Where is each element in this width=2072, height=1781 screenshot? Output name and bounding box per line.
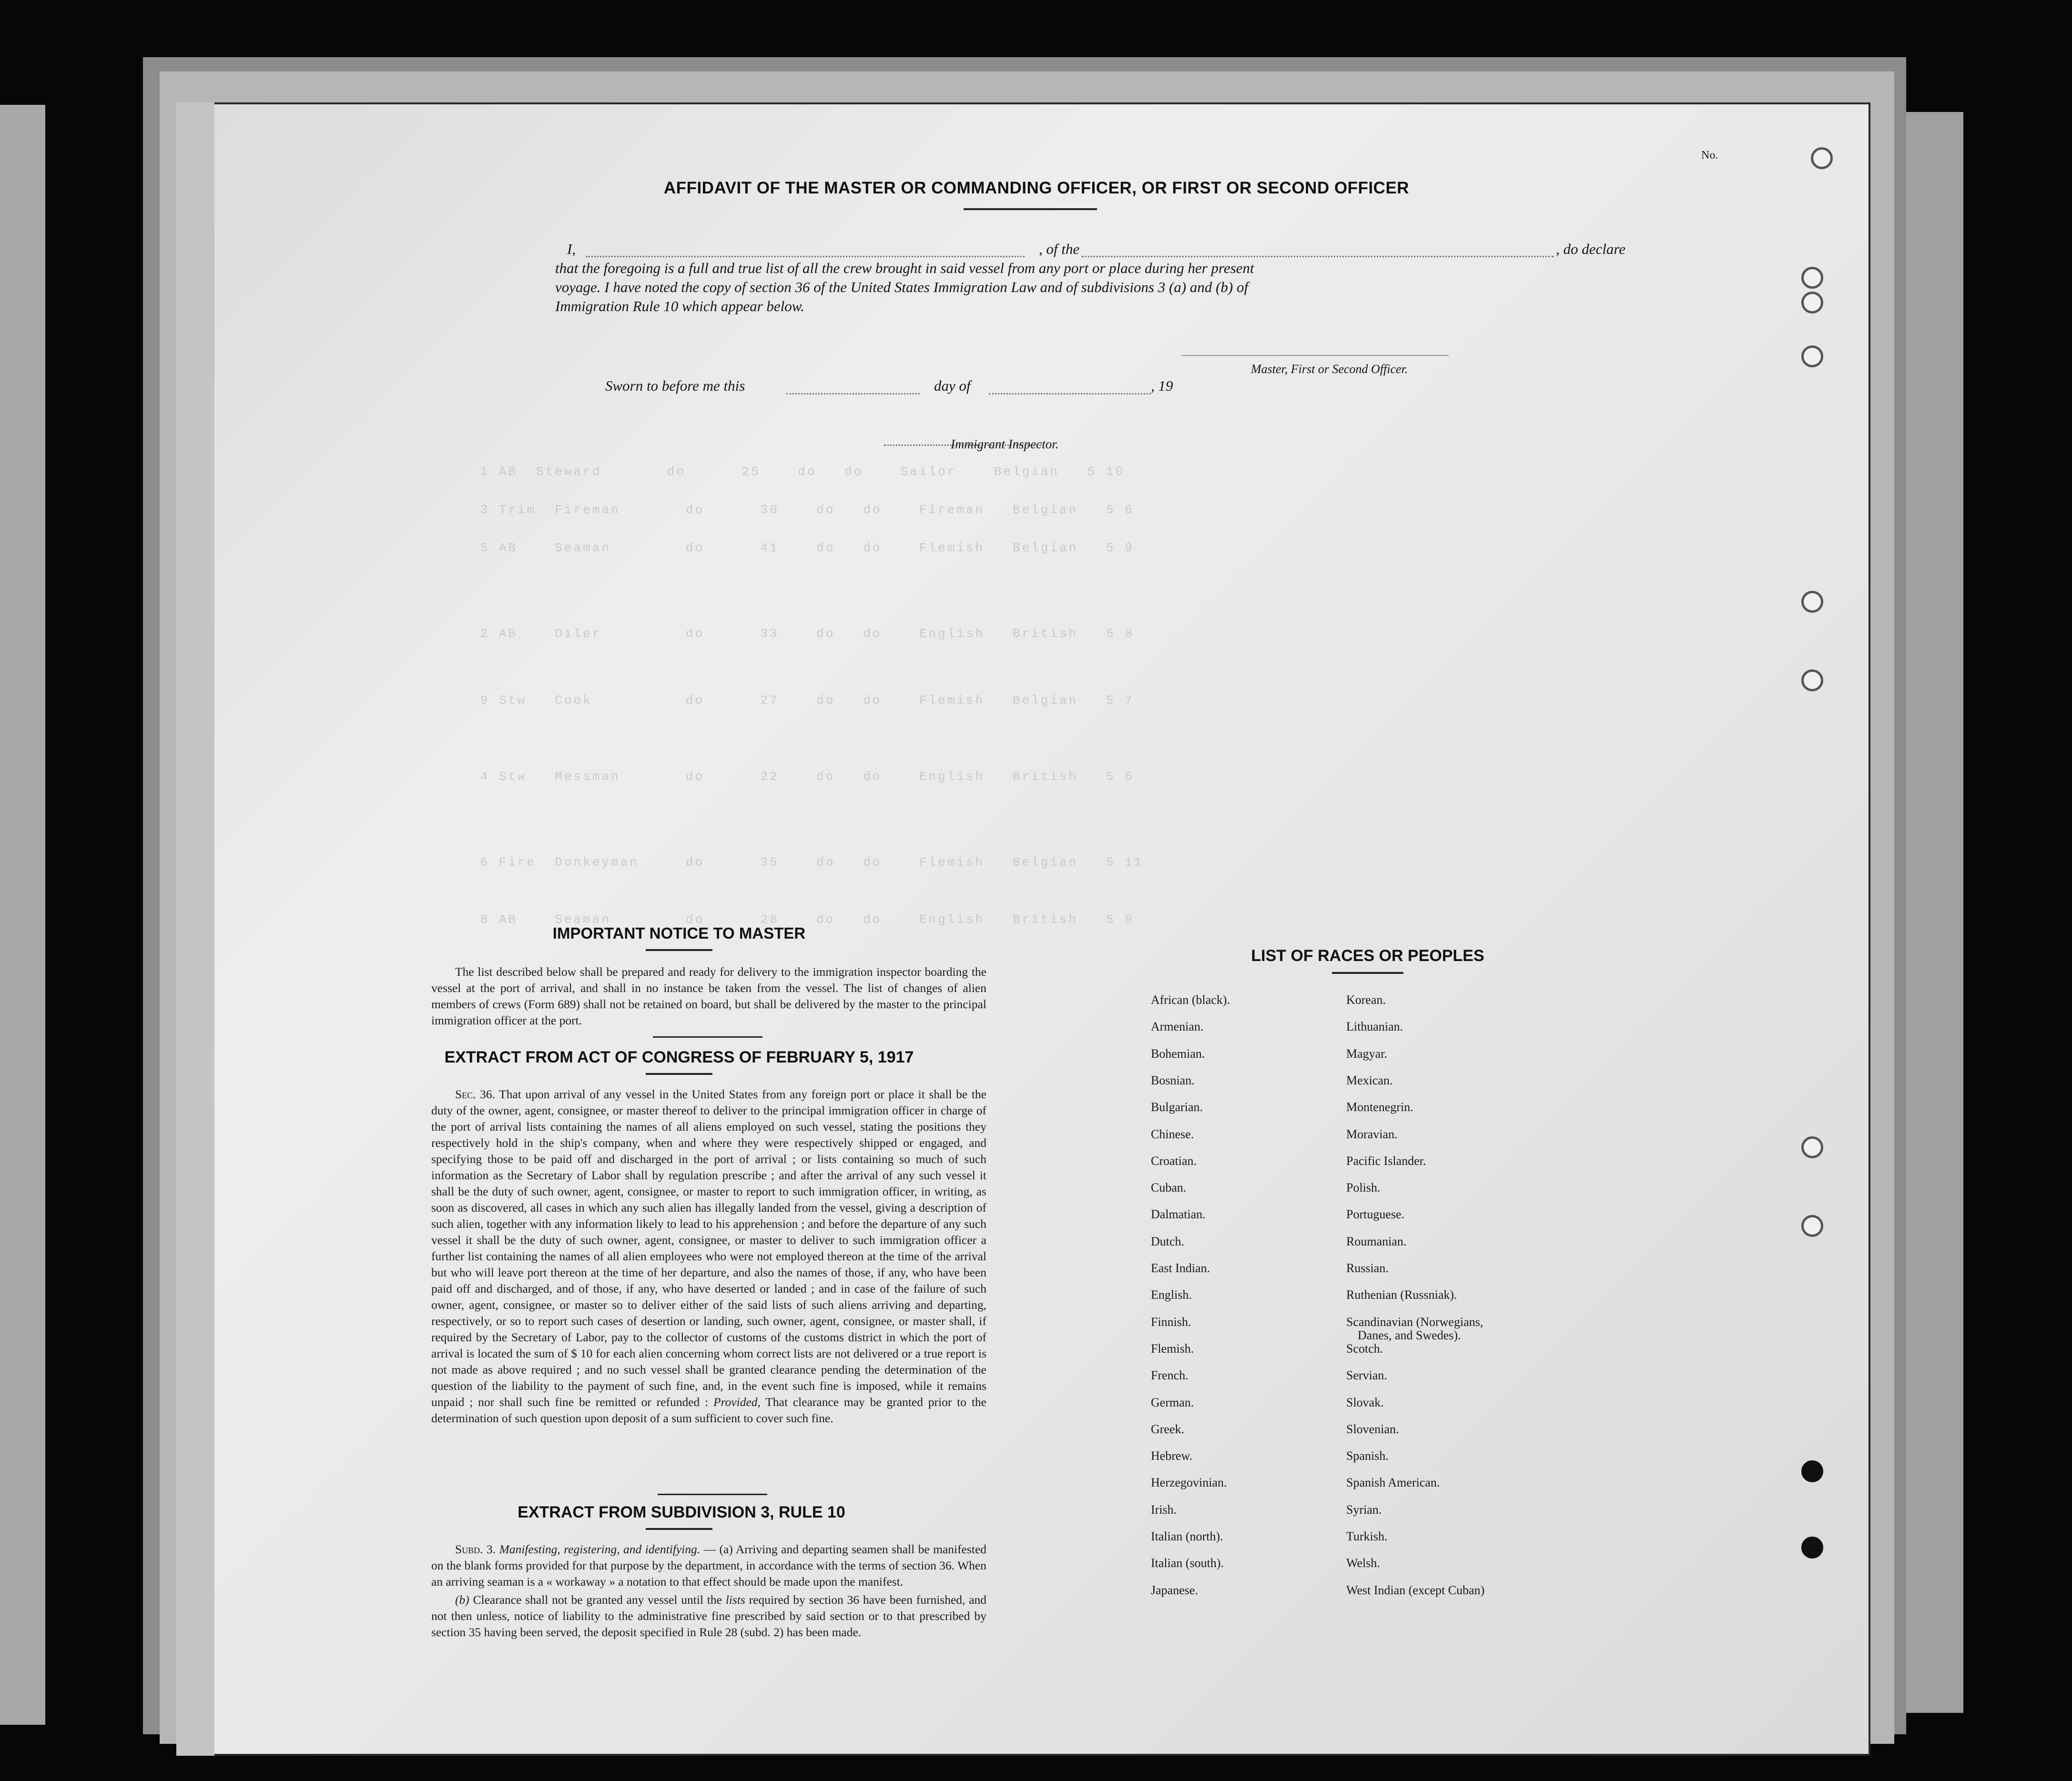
- officer-signature-label: Master, First or Second Officer.: [1251, 362, 1408, 376]
- race-item: Portuguese.: [1346, 1207, 1405, 1222]
- binder-hole: [1801, 1460, 1823, 1482]
- rule10-title-rule: [646, 1528, 712, 1530]
- binder-hole: [1801, 1136, 1823, 1158]
- race-item: Dalmatian.: [1151, 1207, 1206, 1222]
- race-item: Croatian.: [1151, 1154, 1197, 1168]
- binder-hole: [1801, 345, 1823, 367]
- binder-hole: [1801, 1537, 1823, 1558]
- act-title: EXTRACT FROM ACT OF CONGRESS OF FEBRUARY 5, 1917: [444, 1048, 914, 1066]
- bleed-through-row: 5 AB Seaman do 41 do do Flemish Belgian 5 9: [424, 541, 1134, 555]
- race-item: Scandinavian (Norwegians,: [1346, 1315, 1483, 1329]
- affidavit-of-the: , of the: [1039, 241, 1080, 257]
- race-item: Turkish.: [1346, 1529, 1388, 1543]
- rule10-subd-italic: Manifesting, registering, and identifying.: [499, 1542, 701, 1556]
- manifest-page: [176, 102, 1870, 1756]
- race-item: Japanese.: [1151, 1583, 1198, 1597]
- race-item: Italian (north).: [1151, 1529, 1223, 1543]
- right-sheet-edge: [1901, 112, 1963, 1713]
- rule10-paragraph-a: [431, 1541, 986, 1590]
- race-item: Spanish American.: [1346, 1476, 1440, 1490]
- races-title: LIST OF RACES OR PEOPLES: [1251, 947, 1484, 965]
- races-right-column: [1346, 993, 1613, 1718]
- act-sec-label: Sec. 36.: [455, 1087, 496, 1101]
- race-item-continuation: Danes, and Swedes).: [1358, 1328, 1461, 1342]
- sworn-text: Sworn to before me this: [605, 377, 745, 394]
- race-item: Slovak.: [1346, 1395, 1384, 1409]
- binder-hole: [1811, 147, 1833, 169]
- declarant-name-line[interactable]: [586, 256, 1025, 257]
- race-item: Pacific Islander.: [1346, 1154, 1426, 1168]
- race-item: French.: [1151, 1368, 1188, 1383]
- rule10-b-lists: lists: [725, 1593, 745, 1607]
- race-item: Flemish.: [1151, 1341, 1194, 1356]
- race-item: German.: [1151, 1395, 1194, 1409]
- bleed-through-row: 1 AB Steward do 25 do do Sailor Belgian 5 10: [424, 465, 1125, 479]
- notice-end-rule: [653, 1036, 762, 1038]
- notice-title-rule: [646, 949, 712, 951]
- affidavit-do-declare: , do declare: [1556, 241, 1626, 257]
- notice-paragraph: The list described below shall be prepared and ready for delivery to the immigration inspector boarding the vessel at the port of arrival, and shall in no instance be taken from the vessel. The list of changes of alien members of crews (Form 689) shall not be retained on board, but shall be delivered by the master to the principal immigration officer at the port.: [431, 965, 986, 1027]
- race-item: Greek.: [1151, 1422, 1185, 1436]
- race-item: English.: [1151, 1288, 1192, 1302]
- bleed-through-row: 8 AB Seaman do 28 do do English British 5 9: [424, 912, 1134, 927]
- binder-hole: [1801, 292, 1823, 314]
- race-item: Irish.: [1151, 1502, 1177, 1517]
- affidavit-line-3: voyage. I have noted the copy of section 36 of the United States Immigration Law and of subdivisions 3 (a) and (b) of: [555, 279, 1249, 295]
- race-item: Finnish.: [1151, 1315, 1191, 1329]
- affidavit-title: AFFIDAVIT OF THE MASTER OR COMMANDING OFFICER, OR FIRST OR SECOND OFFICER: [663, 179, 1410, 197]
- year-text: , 19: [1151, 377, 1173, 394]
- race-item: Polish.: [1346, 1181, 1381, 1195]
- race-item: Korean.: [1346, 993, 1386, 1007]
- sworn-day-line[interactable]: [786, 393, 920, 395]
- act-title-rule: [646, 1073, 712, 1075]
- officer-signature-line[interactable]: [1182, 355, 1449, 356]
- race-item: Bulgarian.: [1151, 1100, 1203, 1114]
- race-item: Cuban.: [1151, 1181, 1187, 1195]
- bleed-through-row: 2 AB Oiler do 33 do do English British 5 8: [424, 627, 1134, 641]
- race-item: Herzegovinian.: [1151, 1476, 1227, 1490]
- affidavit-line-2: that the foregoing is a full and true list of all the crew brought in said vessel from any port or place during her present: [555, 260, 1254, 276]
- race-item: Scotch.: [1346, 1341, 1383, 1356]
- rule10-title: EXTRACT FROM SUBDIVISION 3, RULE 10: [518, 1503, 845, 1521]
- sworn-month-line[interactable]: [989, 393, 1151, 395]
- race-item: Russian.: [1346, 1261, 1389, 1275]
- vessel-name-line[interactable]: [1082, 256, 1554, 257]
- act-end-rule: [658, 1494, 767, 1495]
- affidavit-i: I,: [567, 241, 576, 257]
- left-sheet-edge: [0, 105, 45, 1725]
- rule10-a-text: — (a) Arriving and departing seamen shall be manifested on the blank forms provided for that purpose by the department, in accordance with the terms of section 36. When an arriving seaman is a « workaway » a notation to that effect should be made upon the manifest.: [431, 1542, 987, 1589]
- act-paragraph: [431, 1086, 986, 1427]
- race-item: Lithuanian.: [1346, 1020, 1403, 1034]
- affidavit-title-rule: [964, 208, 1097, 210]
- race-item: Italian (south).: [1151, 1556, 1224, 1570]
- act-text-end: That clearance may be granted prior to the determination of such question upon deposit of a sum sufficient to cover such fine.: [431, 1395, 986, 1425]
- act-provided: Provided,: [713, 1395, 761, 1409]
- rule10-b-text2: required by section 36 have been furnished, and not then unless, notice of liability to the administrative fine prescribed by said section or to that prescribed by section 35 having been served, the deposit specified in Rule 28 (subd. 2) has been made.: [431, 1593, 987, 1639]
- race-item: Ruthenian (Russniak).: [1346, 1288, 1457, 1302]
- rule10-b-label: (b): [455, 1593, 469, 1607]
- affidavit-line-4: Immigration Rule 10 which appear below.: [555, 298, 804, 314]
- bleed-through-row: 6 Fire Donkeyman do 35 do do Flemish Belgian 5 11: [424, 855, 1144, 870]
- binder-hole: [1801, 591, 1823, 613]
- rule10-paragraph-b: [431, 1592, 986, 1640]
- race-item: Slovenian.: [1346, 1422, 1399, 1436]
- race-item: Hebrew.: [1151, 1449, 1193, 1463]
- rule10-b-text1: Clearance shall not be granted any vessel until the: [473, 1593, 722, 1607]
- race-item: Armenian.: [1151, 1020, 1204, 1034]
- race-item: West Indian (except Cuban): [1346, 1583, 1485, 1597]
- race-item: Moravian.: [1346, 1127, 1398, 1141]
- bleed-through-row: 4 Stw Messman do 22 do do English British 5 6: [424, 769, 1134, 784]
- race-item: Mexican.: [1346, 1073, 1393, 1087]
- race-item: Bosnian.: [1151, 1073, 1195, 1087]
- act-text: That upon arrival of any vessel in the United States from any foreign port or place it shall be the duty of the owner, agent, consignee, or master thereof to deliver to the principal immigration officer in charge of the port of arrival lists containing the names of all aliens employed on such vessel, stating the positions they respectively hold in the ship's company, when and where they were respectively shipped or engaged, and specifying those to be paid off and discharged in the port of arrival ; or lists containing so much of such information as the Secretary of Labor shall by regulation prescribe ; and after the arrival of any such vessel it shall be the duty of such owner, agent, consignee, or master to report to such immigration officer, in writing, as soon as discovered, all cases in which any such alien has illegally landed from the vessel, giving a description of such alien, together with any information likely to lead to his apprehension ; and before the departure of any such vessel it shall be the duty of such owner, agent, consignee, or master to deliver to such immigration officer a further list containing the names of all alien employees who were not employed thereon at the time of the arrival but who will leave port thereon at the time of her departure, and also the names of those, if any, who have been paid off and discharged, and of those, if any, who have deserted or landed ; and in case of the failure of such owner, agent, consignee, or master so to deliver either of the said lists of such aliens arriving and departing, respectively, or so to report such cases of desertion or landing, such owner, agent, consignee, or master shall, if required by the Secretary of Labor, pay to the collector of customs of the customs district in which the port of arrival is located the sum of $ 10 for each alien concerning whom correct lists are not delivered or a true report is not made as above required ; and no such vessel shall be granted clearance pending the determination of the question of the liability to the payment of such fine, and, in the event such fine is imposed, while it remains unpaid ; nor shall such fine be remitted or refunded :: [431, 1087, 986, 1409]
- race-item: Welsh.: [1346, 1556, 1380, 1570]
- race-item: Syrian.: [1346, 1502, 1382, 1517]
- notice-text: [431, 964, 986, 1031]
- day-of-text: day of: [934, 377, 971, 394]
- binder-hole: [1801, 669, 1823, 691]
- race-item: Chinese.: [1151, 1127, 1194, 1141]
- notice-title: IMPORTANT NOTICE TO MASTER: [552, 924, 806, 942]
- bleed-through-row: 9 Stw Cook do 27 do do Flemish Belgian 5 7: [424, 693, 1134, 708]
- corner-label: No.: [1701, 149, 1718, 162]
- race-item: Bohemian.: [1151, 1046, 1205, 1061]
- page-inner-shadow: [176, 102, 214, 1756]
- rule10-subd-label: Subd. 3.: [455, 1542, 496, 1556]
- inspector-label: Immigrant Inspector.: [951, 437, 1059, 451]
- binder-hole: [1801, 267, 1823, 289]
- race-item: Spanish.: [1346, 1449, 1389, 1463]
- race-item: Servian.: [1346, 1368, 1387, 1383]
- race-item: East Indian.: [1151, 1261, 1210, 1275]
- races-left-column: [1151, 993, 1332, 1718]
- race-item: Montenegrin.: [1346, 1100, 1413, 1114]
- binder-hole: [1801, 1215, 1823, 1237]
- rule10-text: [431, 1541, 986, 1642]
- race-item: Roumanian.: [1346, 1234, 1407, 1248]
- race-item: African (black).: [1151, 993, 1230, 1007]
- race-item: Dutch.: [1151, 1234, 1185, 1248]
- act-section-36: [431, 1086, 986, 1428]
- bleed-through-row: 3 Trim Fireman do 30 do do Fireman Belgian 5 6: [424, 503, 1134, 517]
- races-title-rule: [1332, 972, 1403, 974]
- race-item: Magyar.: [1346, 1046, 1387, 1061]
